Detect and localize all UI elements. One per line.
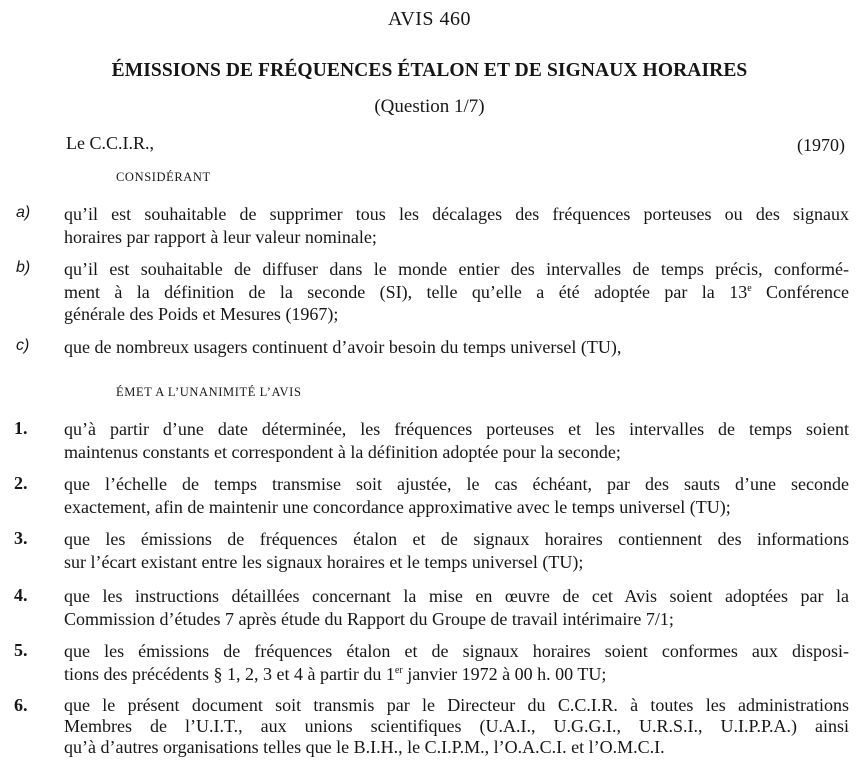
text-line: exactement, afin de maintenir une concordance approximative avec le temps universel (TU); [64,496,731,517]
text-line: que l’échelle de temps transmise soit ajustée, le cas échéant, par des sauts d’une seconde [64,474,849,494]
recommendation-number: 1. [14,418,28,438]
text-line [64,281,849,304]
text-line: que les instructions détaillées concernant la mise en œuvre de cet Avis soient adoptées par la [64,586,849,606]
text-fragment: tions des précédents § 1, 2, 3 et 4 à partir du 1 [64,663,395,684]
superscript: e [747,282,752,294]
text-line: qu’à partir d’une date déterminée, les fréquences porteuses et les intervalles de temps soient [64,419,849,439]
consideration-text [64,336,849,359]
text-line: horaires par rapport à leur valeur nominale; [64,226,377,247]
consideration-label: c) [16,337,30,354]
recommendation-text [64,640,849,685]
consideration-text [64,203,849,248]
consideration-text [64,258,849,326]
text-line: Commission d’études 7 après étude du Rapport du Groupe de travail intérimaire 7/1; [64,608,674,629]
text-fragment: Conférence [751,281,850,302]
recommendation-text [64,473,849,518]
superscript: er [394,664,403,676]
considerant-heading: CONSIDÉRANT [116,170,211,184]
question-reference: (Question 1/7) [374,96,485,117]
document-title: ÉMISSIONS DE FRÉQUENCES ÉTALON ET DE SIGNAUX HORAIRES [111,60,748,81]
text-line: que les émissions de fréquences étalon et de signaux horaires soient conformes aux disposi- [64,641,849,661]
text-line [64,663,849,686]
text-line: qu’il est souhaitable de diffuser dans le monde entier des intervalles de temps précis, conformé- [64,259,849,279]
text-line: générale des Poids et Mesures (1967); [64,304,339,324]
text-line: Membres de l’U.I.T., aux unions scientifiques (U.A.I., U.G.G.I., U.R.S.I., U.I.P.P.A.) ainsi [64,716,849,736]
recommendation-text [64,418,849,463]
consideration-label: a) [16,204,31,221]
consideration-label: b) [16,259,31,276]
text-fragment: janvier 1972 à 00 h. 00 TU; [402,663,607,684]
text-line: sur l’écart existant entre les signaux horaires et le temps universel (TU); [64,551,584,572]
organization-name: Le C.C.I.R., [66,133,154,153]
text-line: qu’à d’autres organisations telles que le B.I.H., le C.I.P.M., l’O.A.C.I. et l’O.M.C.I. [64,737,665,757]
text-fragment: ment à la définition de la seconde (SI), telle qu’elle a été adoptée par la 13 [64,281,748,302]
recommendation-number: 3. [14,528,28,548]
year-label: (1970) [797,135,845,155]
recommendation-text [64,695,849,758]
text-line: qu’il est souhaitable de supprimer tous les décalages des fréquences porteuses ou des signaux [64,204,849,224]
text-line: que le présent document soit transmis par le Directeur du C.C.I.R. à toutes les administrations [64,695,849,715]
text-line: maintenus constants et correspondent à la définition adoptée pour la seconde; [64,441,621,462]
recommendation-text [64,528,849,573]
recommendation-number: 4. [14,585,28,605]
recommendation-text [64,585,849,630]
recommendation-number: 6. [14,695,28,715]
avis-number: AVIS 460 [387,8,472,30]
recommendation-number: 5. [14,640,28,660]
text-line: que les émissions de fréquences étalon et de signaux horaires contiennent des informations [64,529,849,549]
text-line: que de nombreux usagers continuent d’avoir besoin du temps universel (TU), [64,337,622,357]
recommendation-number: 2. [14,473,28,493]
emet-heading: ÉMET A L’UNANIMITÉ L’AVIS [116,385,302,399]
